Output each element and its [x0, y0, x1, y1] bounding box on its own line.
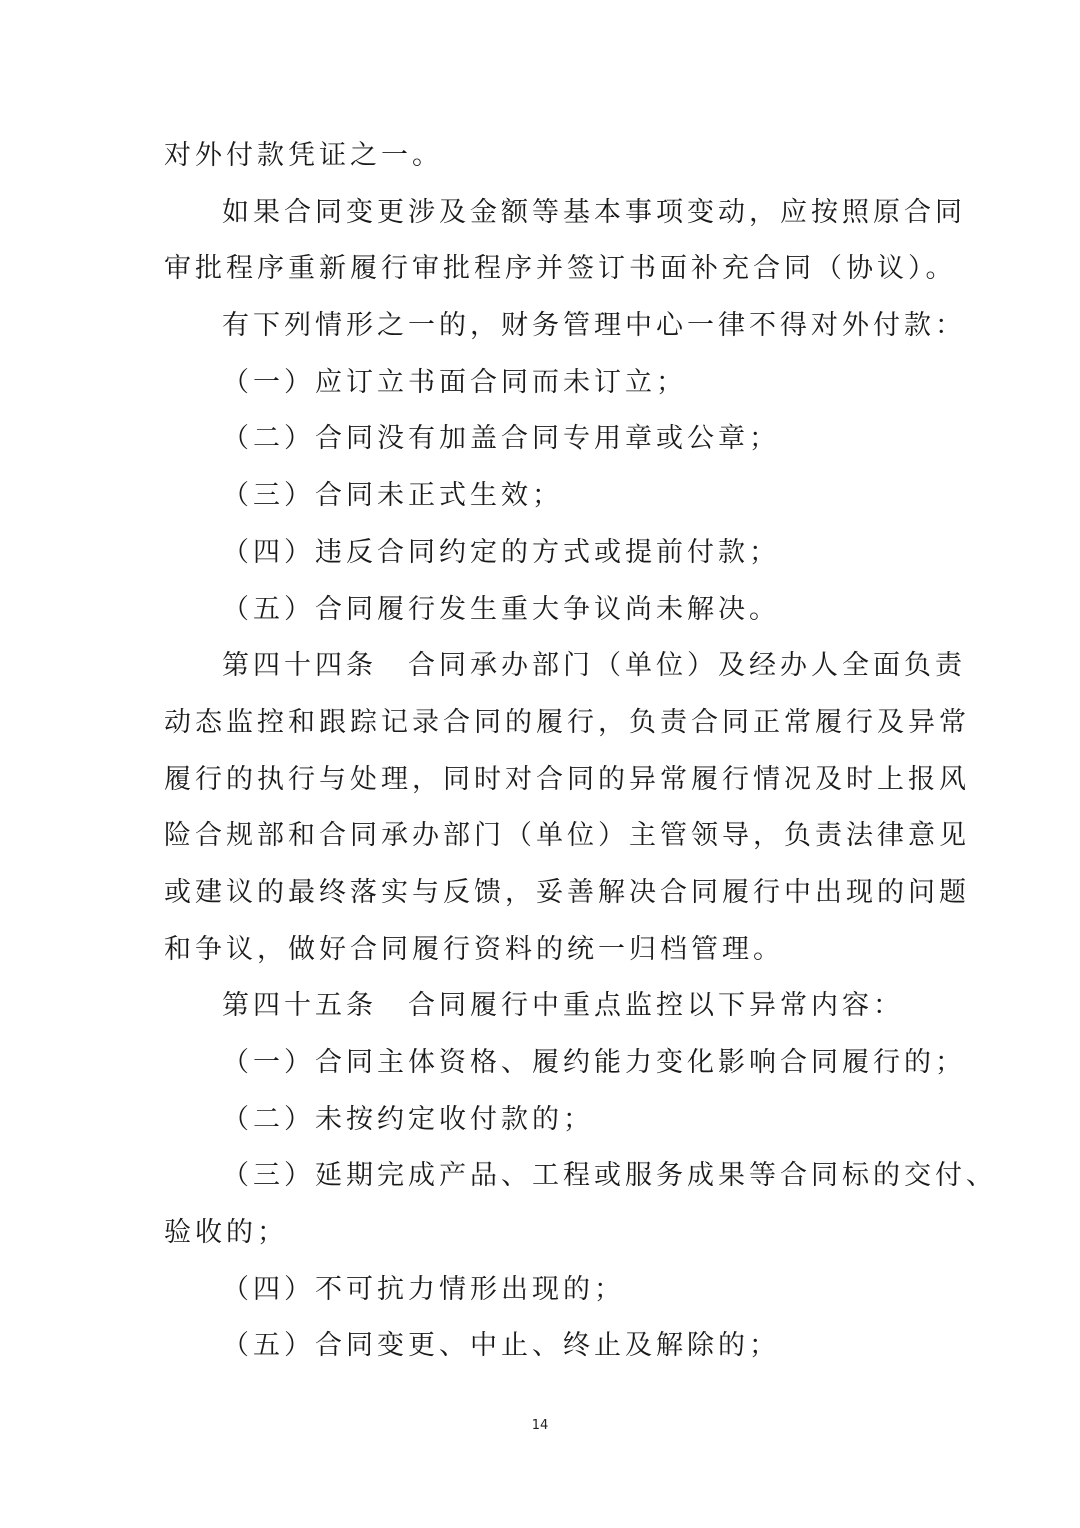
text-line: 险合规部和合同承办部门（单位）主管领导，负责法律意见 — [164, 820, 970, 852]
text-line: 或建议的最终落实与反馈，妥善解决合同履行中出现的问题 — [164, 876, 970, 908]
list-item: （二）未按约定收付款的； — [222, 1103, 594, 1135]
list-item: （一）应订立书面合同而未订立； — [222, 366, 687, 398]
list-item: （二）合同没有加盖合同专用章或公章； — [222, 423, 780, 455]
text-line: 对外付款凭证之一。 — [164, 140, 443, 171]
text-line: 有下列情形之一的，财务管理中心一律不得对外付款： — [222, 310, 966, 342]
page-number: 14 — [531, 1418, 549, 1433]
list-item: （四）不可抗力情形出现的； — [222, 1273, 625, 1305]
text-line: 验收的； — [164, 1217, 288, 1249]
text-line: 和争议，做好合同履行资料的统一归档管理。 — [164, 933, 784, 965]
list-item: （三）合同未正式生效； — [222, 480, 563, 512]
list-item: （三）延期完成产品、工程或服务成果等合同标的交付、 — [222, 1160, 997, 1192]
list-item: （五）合同变更、中止、终止及解除的； — [222, 1330, 780, 1362]
list-item: （一）合同主体资格、履约能力变化影响合同履行的； — [222, 1047, 966, 1078]
text-line: 如果合同变更涉及金额等基本事项变动，应按照原合同 — [222, 196, 966, 228]
list-item: （四）违反合同约定的方式或提前付款； — [222, 536, 780, 568]
list-item: （五）合同履行发生重大争议尚未解决。 — [222, 593, 780, 625]
document-body — [164, 128, 997, 1375]
text-line: 审批程序重新履行审批程序并签订书面补充合同（协议）。 — [164, 253, 957, 285]
text-line: 动态监控和跟踪记录合同的履行，负责合同正常履行及异常 — [164, 706, 970, 738]
article-heading: 第四十五条 合同履行中重点监控以下异常内容： — [222, 990, 904, 1022]
article-heading: 第四十四条 合同承办部门（单位）及经办人全面负责 — [222, 650, 966, 682]
text-line: 履行的执行与处理，同时对合同的异常履行情况及时上报风 — [164, 763, 970, 795]
